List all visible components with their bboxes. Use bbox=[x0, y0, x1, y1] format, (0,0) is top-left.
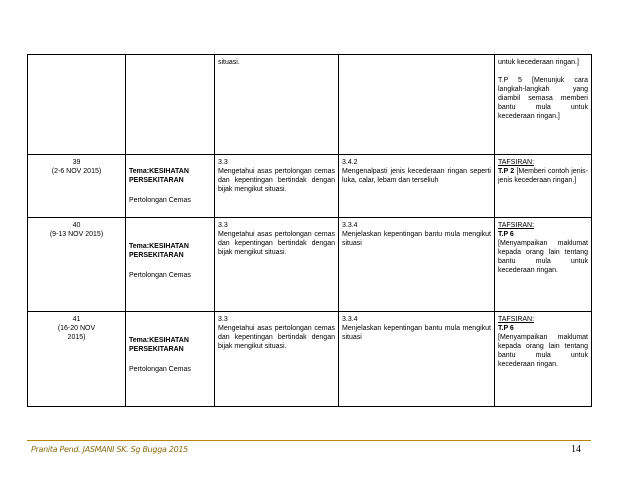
objective-text: Mengenalpasti jenis kecederaan ringan seperti luka, calar, lebam dan terseliuh bbox=[342, 168, 491, 185]
week-date: (2-6 NOV 2015) bbox=[51, 168, 102, 176]
tafsiran-level: T.P 2 bbox=[498, 168, 515, 176]
table-row bbox=[28, 155, 592, 218]
tafsiran-cell bbox=[495, 55, 592, 155]
objective-cell bbox=[339, 312, 495, 407]
week-cell bbox=[28, 218, 126, 312]
theme-cell bbox=[126, 312, 215, 407]
lesson-plan-table bbox=[27, 54, 592, 407]
objective-text: Menjelaskan kepentingan bantu mula mengikut situasi bbox=[342, 231, 491, 248]
week-cell bbox=[28, 312, 126, 407]
week-cell bbox=[28, 155, 126, 218]
standard-code: 3.3 bbox=[218, 159, 228, 166]
standard-cell bbox=[215, 55, 339, 155]
tafsiran-heading: TAFSIRAN: bbox=[498, 316, 535, 323]
objective-cell bbox=[339, 55, 495, 155]
tafsiran-level: T.P 6 bbox=[498, 231, 514, 239]
standard-cell bbox=[215, 312, 339, 407]
tafsiran-text: [Menyampaikan maklumat kepada orang lain tentang bantu mula untuk kecederaan ringan. bbox=[498, 240, 588, 275]
standard-code: 3.3 bbox=[218, 222, 228, 229]
standard-text: Mengetahui asas pertolongan cemas dan kepentingan bertindak dengan bijak mengikut situasi. bbox=[218, 325, 335, 351]
week-cell bbox=[28, 55, 126, 155]
topic-label: Pertolongan Cemas bbox=[129, 197, 191, 205]
tafsiran-cell bbox=[495, 218, 592, 312]
page-footer bbox=[27, 440, 591, 461]
objective-code: 3.4.2 bbox=[342, 159, 358, 166]
footer-caption: Pranita Pend. JASMANI SK. Sg Bugga 2015 bbox=[31, 445, 188, 454]
objective-code: 3.3.4 bbox=[342, 222, 358, 229]
table-row bbox=[28, 218, 592, 312]
tafsiran-heading: TAFSIRAN: bbox=[498, 222, 535, 229]
objective-cell bbox=[339, 155, 495, 218]
theme-label: Tema:KESIHATAN PERSEKITARAN bbox=[129, 243, 189, 260]
objective-text: Menjelaskan kepentingan bantu mula mengikut situasi bbox=[342, 325, 491, 342]
standard-text: Mengetahui asas pertolongan cemas dan kepentingan bertindak dengan bijak mengikut situasi. bbox=[218, 168, 335, 194]
theme-label: Tema:KESIHATAN PERSEKITARAN bbox=[129, 168, 189, 185]
standard-cell bbox=[215, 155, 339, 218]
topic-label: Pertolongan Cemas bbox=[129, 272, 191, 280]
week-number: 39 bbox=[72, 159, 81, 166]
standard-text: Mengetahui asas pertolongan cemas dan kepentingan bertindak dengan bijak mengikut situasi. bbox=[218, 231, 335, 257]
theme-cell bbox=[126, 155, 215, 218]
tafsiran-text: [Memberi contoh jenis-jenis kecederaan ringan.] bbox=[498, 168, 588, 185]
tafsiran-level: T.P 6 bbox=[498, 325, 514, 333]
tafsiran-line: untuk kecederaan ringan.] bbox=[498, 59, 579, 66]
standard-code: 3.3 bbox=[218, 316, 228, 323]
tafsiran-text: [Menyampaikan maklumat kepada orang lain tentang bantu mula untuk kecederaan ringan. bbox=[498, 334, 588, 369]
theme-cell bbox=[126, 55, 215, 155]
week-number: 41 bbox=[72, 316, 81, 323]
standard-text: situasi. bbox=[218, 59, 240, 66]
week-date: (16-20 NOV 2015) bbox=[57, 325, 96, 342]
tafsiran-cell bbox=[495, 155, 592, 218]
table-row bbox=[28, 312, 592, 407]
week-date: (9-13 NOV 2015) bbox=[49, 231, 104, 239]
objective-code: 3.3.4 bbox=[342, 316, 358, 323]
tafsiran-line: T.P 5 [Menunjuk cara langkah-langkah yang diambil semasa memberi bantu mula untuk kecederaan ringan.] bbox=[498, 77, 588, 121]
week-number: 40 bbox=[72, 222, 81, 229]
theme-label: Tema:KESIHATAN PERSEKITARAN bbox=[129, 337, 189, 354]
standard-cell bbox=[215, 218, 339, 312]
tafsiran-cell bbox=[495, 312, 592, 407]
page-number: 14 bbox=[571, 444, 581, 455]
objective-cell bbox=[339, 218, 495, 312]
tafsiran-heading: TAFSIRAN: bbox=[498, 159, 535, 166]
table-row bbox=[28, 55, 592, 155]
theme-cell bbox=[126, 218, 215, 312]
topic-label: Pertolongan Cemas bbox=[129, 366, 191, 374]
